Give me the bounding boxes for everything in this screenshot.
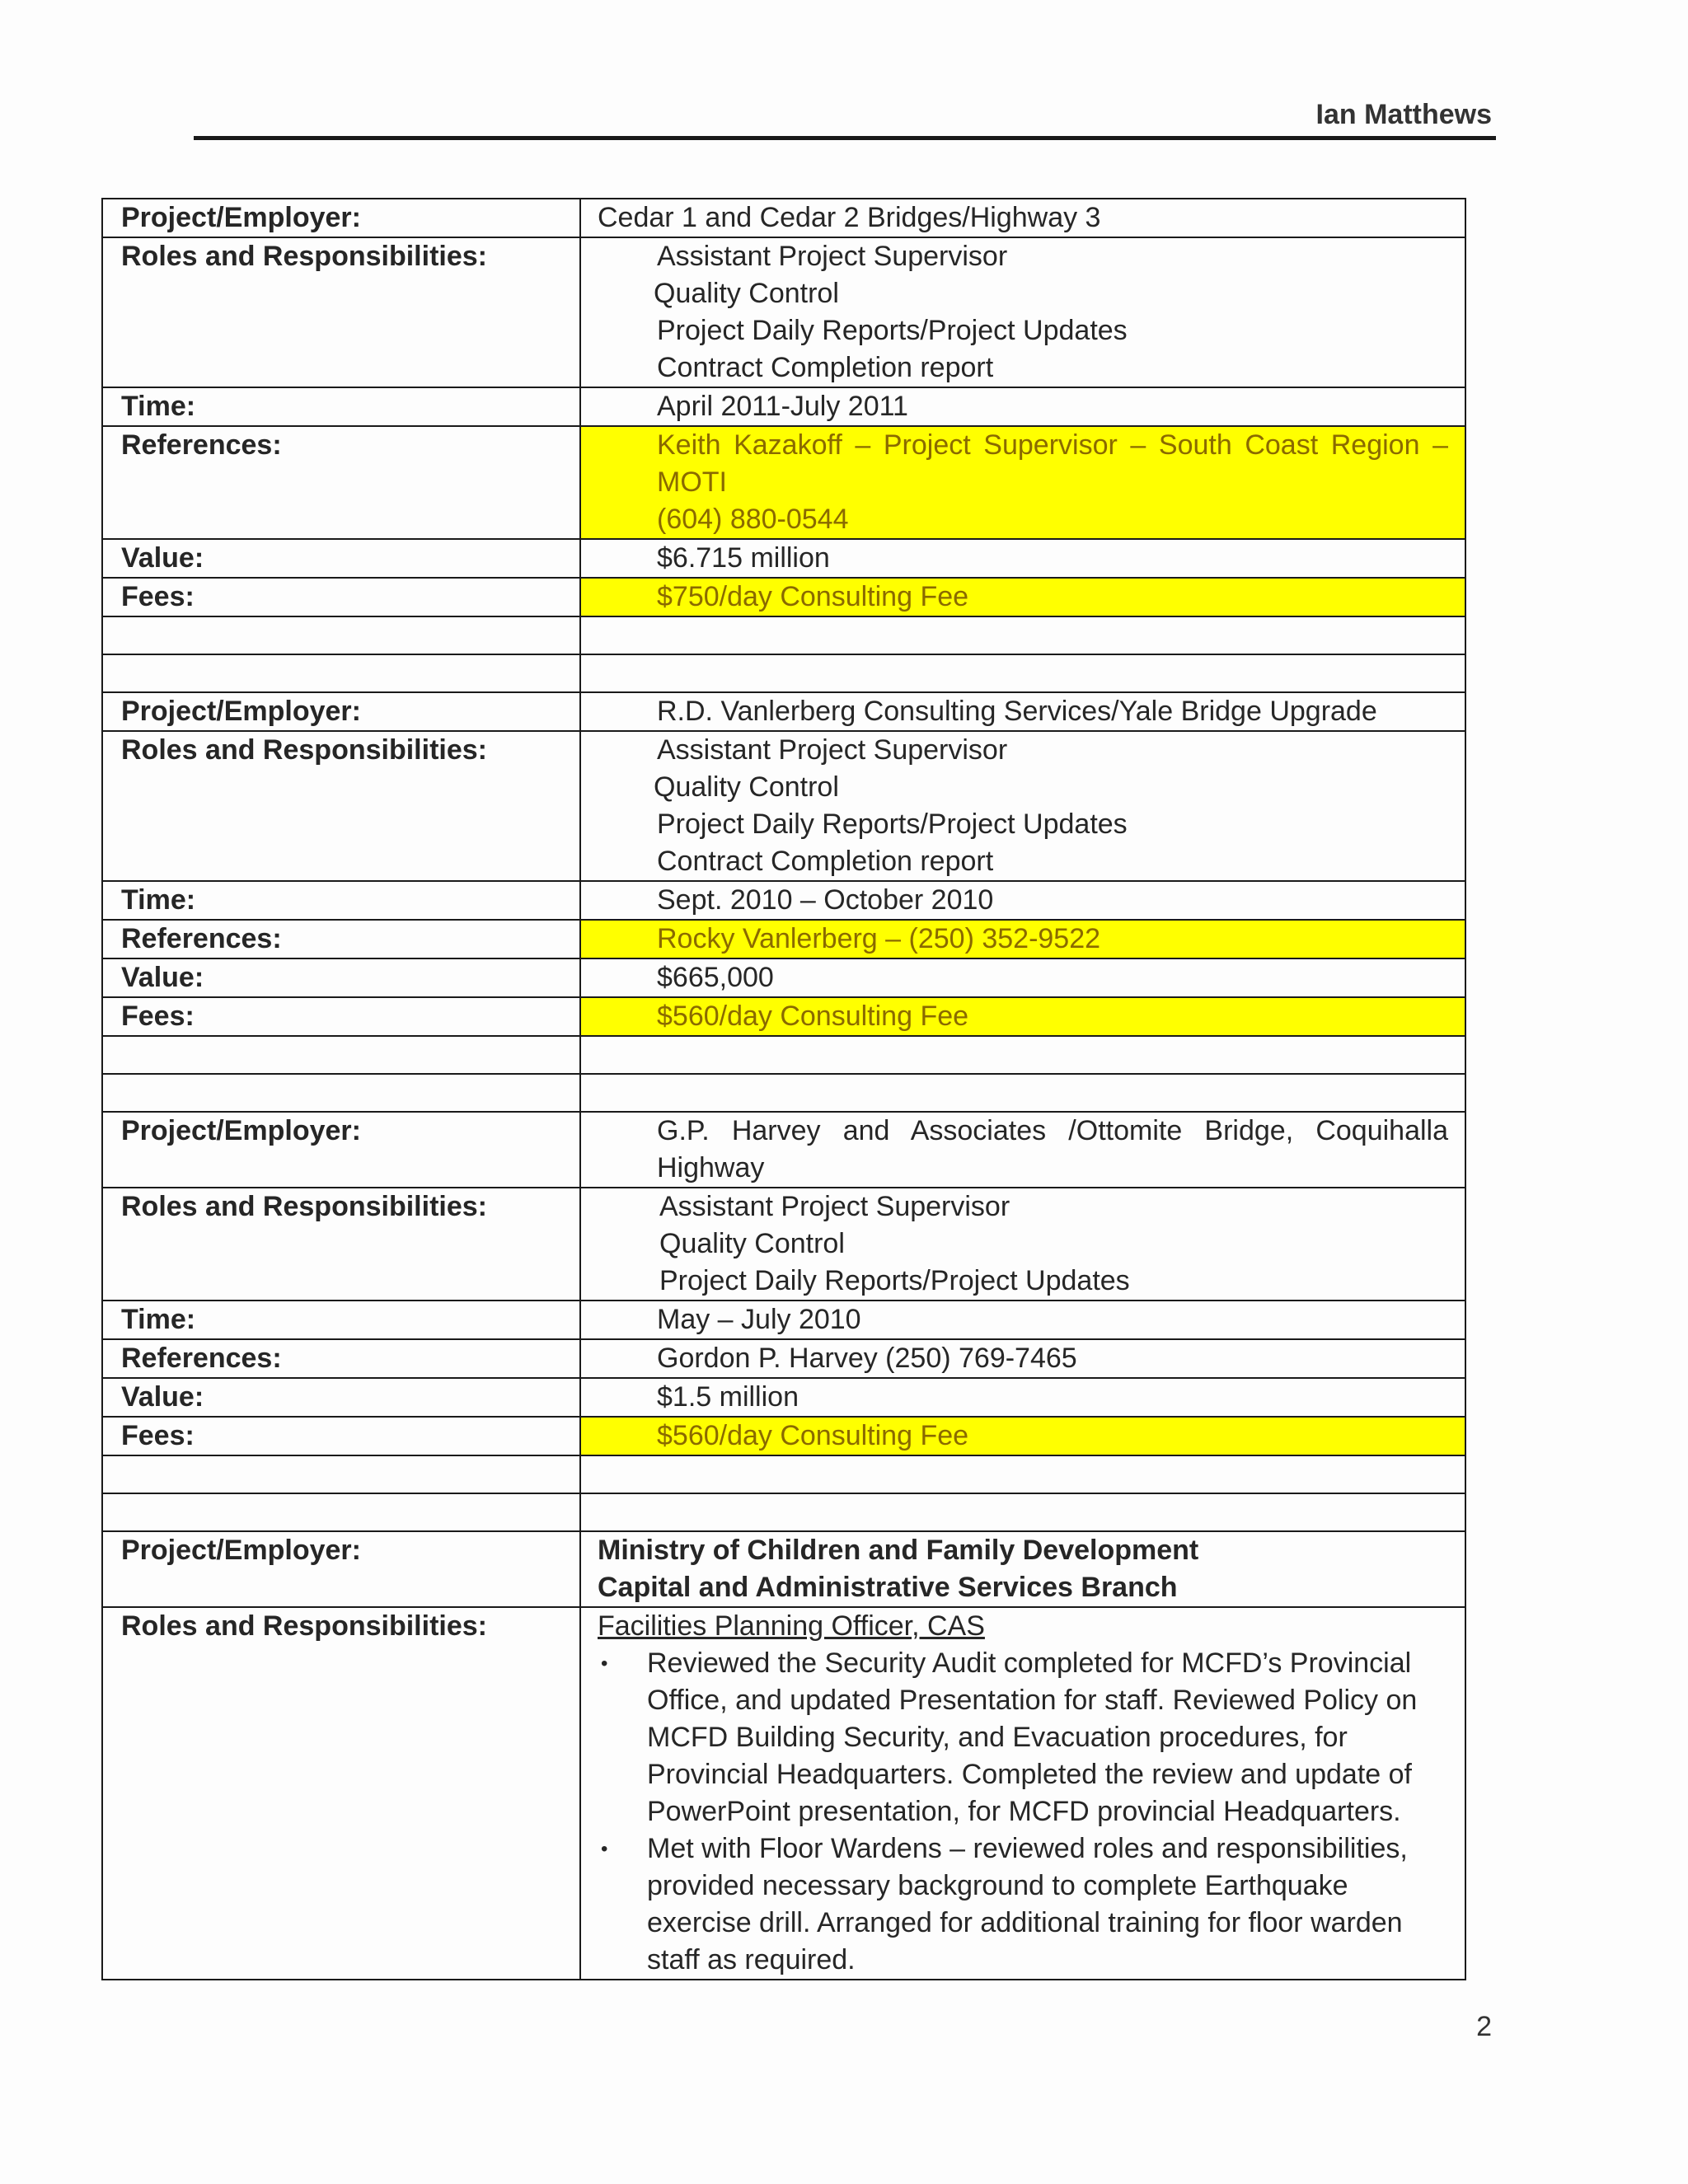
fees-label: Fees: xyxy=(102,578,580,616)
employer-value: G.P. Harvey and Associates /Ottomite Bridge, Coquihalla Highway xyxy=(657,1115,1448,1183)
roles-value xyxy=(580,237,1465,387)
project-row xyxy=(102,199,1465,237)
time-label: Time: xyxy=(102,881,580,920)
fees-label: Fees: xyxy=(102,1417,580,1455)
role-item: Assistant Project Supervisor xyxy=(659,1191,1010,1222)
spacer-row xyxy=(102,1036,1465,1074)
roles-value xyxy=(580,731,1465,881)
time-label: Time: xyxy=(102,387,580,426)
spacer-row xyxy=(102,1455,1465,1493)
role-item: Assistant Project Supervisor xyxy=(657,734,1008,766)
references-value: Gordon P. Harvey (250) 769-7465 xyxy=(657,1343,1077,1374)
value-row xyxy=(102,1378,1465,1417)
roles-row xyxy=(102,237,1465,387)
references-phone: (604) 880-0544 xyxy=(657,504,849,535)
role-item: Contract Completion report xyxy=(657,846,994,877)
role-item: Quality Control xyxy=(659,1228,845,1259)
role-item: Project Daily Reports/Project Updates xyxy=(659,1265,1130,1296)
spacer-row xyxy=(102,654,1465,692)
duty-item: • Met with Floor Wardens – reviewed roles and responsibilities, provided necessary background to complete Earthquake exercise drill. Arranged for additional training for floor warden staff as required. xyxy=(647,1830,1448,1979)
roles-label: Roles and Responsibilities: xyxy=(102,237,580,387)
fees-value: $560/day Consulting Fee xyxy=(657,1001,969,1032)
role-item: Project Daily Reports/Project Updates xyxy=(657,808,1128,840)
fees-label: Fees: xyxy=(102,997,580,1036)
references-row xyxy=(102,426,1465,539)
value-value: $6.715 million xyxy=(657,542,830,574)
time-row xyxy=(102,881,1465,920)
roles-row xyxy=(102,1188,1465,1301)
roles-label: Roles and Responsibilities: xyxy=(102,1607,580,1980)
roles-label: Roles and Responsibilities: xyxy=(102,731,580,881)
employer-value-line2: Capital and Administrative Services Branch xyxy=(598,1572,1178,1603)
employer-label: Project/Employer: xyxy=(102,1112,580,1188)
references-row xyxy=(102,1339,1465,1378)
value-label: Value: xyxy=(102,539,580,578)
project-row xyxy=(102,1112,1465,1188)
duty-item: • Reviewed the Security Audit completed for MCFD’s Provincial Office, and updated Presentation for staff. Reviewed Policy on MCFD Building Security, and Evacuation procedures, for Provincial Headquarters. Completed the review and update of PowerPoint presentation, for MCFD provincial Headquarters. xyxy=(647,1645,1448,1830)
value-label: Value: xyxy=(102,958,580,997)
value-value: $665,000 xyxy=(657,962,774,993)
fees-row xyxy=(102,997,1465,1036)
value-row xyxy=(102,958,1465,997)
fees-value: $750/day Consulting Fee xyxy=(657,581,969,612)
role-item: Contract Completion report xyxy=(657,352,994,383)
roles-row xyxy=(102,731,1465,881)
spacer-row xyxy=(102,616,1465,654)
employer-label: Project/Employer: xyxy=(102,1531,580,1607)
page-number: 2 xyxy=(1476,2011,1492,2042)
role-item: Quality Control xyxy=(654,278,839,309)
project-row xyxy=(102,1531,1465,1607)
time-row xyxy=(102,1301,1465,1339)
spacer-row xyxy=(102,1493,1465,1531)
references-value: Keith Kazakoff – Project Supervisor – South Coast Region – MOTI xyxy=(657,429,1448,498)
employer-value: Cedar 1 and Cedar 2 Bridges/Highway 3 xyxy=(580,199,1465,237)
experience-table xyxy=(101,198,1466,1980)
header-rule xyxy=(194,136,1496,140)
roles-row xyxy=(102,1607,1465,1980)
time-value: May – July 2010 xyxy=(657,1304,861,1335)
time-value: Sept. 2010 – October 2010 xyxy=(657,884,994,916)
value-value: $1.5 million xyxy=(657,1381,799,1413)
value-label: Value: xyxy=(102,1378,580,1417)
references-row xyxy=(102,920,1465,958)
duties-list xyxy=(598,1645,1448,1979)
roles-value xyxy=(580,1188,1465,1301)
time-value: April 2011-July 2011 xyxy=(657,391,908,422)
employer-value: R.D. Vanlerberg Consulting Services/Yale Bridge Upgrade xyxy=(657,696,1377,727)
position-title: Facilities Planning Officer, CAS xyxy=(598,1610,985,1642)
employer-value-line1: Ministry of Children and Family Development xyxy=(598,1535,1199,1566)
references-label: References: xyxy=(102,1339,580,1378)
time-row xyxy=(102,387,1465,426)
role-item: Project Daily Reports/Project Updates xyxy=(657,315,1128,346)
fees-row xyxy=(102,1417,1465,1455)
fees-row xyxy=(102,578,1465,616)
references-label: References: xyxy=(102,920,580,958)
time-label: Time: xyxy=(102,1301,580,1339)
spacer-row xyxy=(102,1074,1465,1112)
employer-label: Project/Employer: xyxy=(102,199,580,237)
references-value: Rocky Vanlerberg – (250) 352-9522 xyxy=(657,923,1101,954)
role-item: Quality Control xyxy=(654,771,839,803)
role-item: Assistant Project Supervisor xyxy=(657,241,1008,272)
references-label: References: xyxy=(102,426,580,539)
fees-value: $560/day Consulting Fee xyxy=(657,1420,969,1451)
value-row xyxy=(102,539,1465,578)
header-name: Ian Matthews xyxy=(1315,99,1492,130)
employer-label: Project/Employer: xyxy=(102,692,580,731)
project-row xyxy=(102,692,1465,731)
roles-label: Roles and Responsibilities: xyxy=(102,1188,580,1301)
